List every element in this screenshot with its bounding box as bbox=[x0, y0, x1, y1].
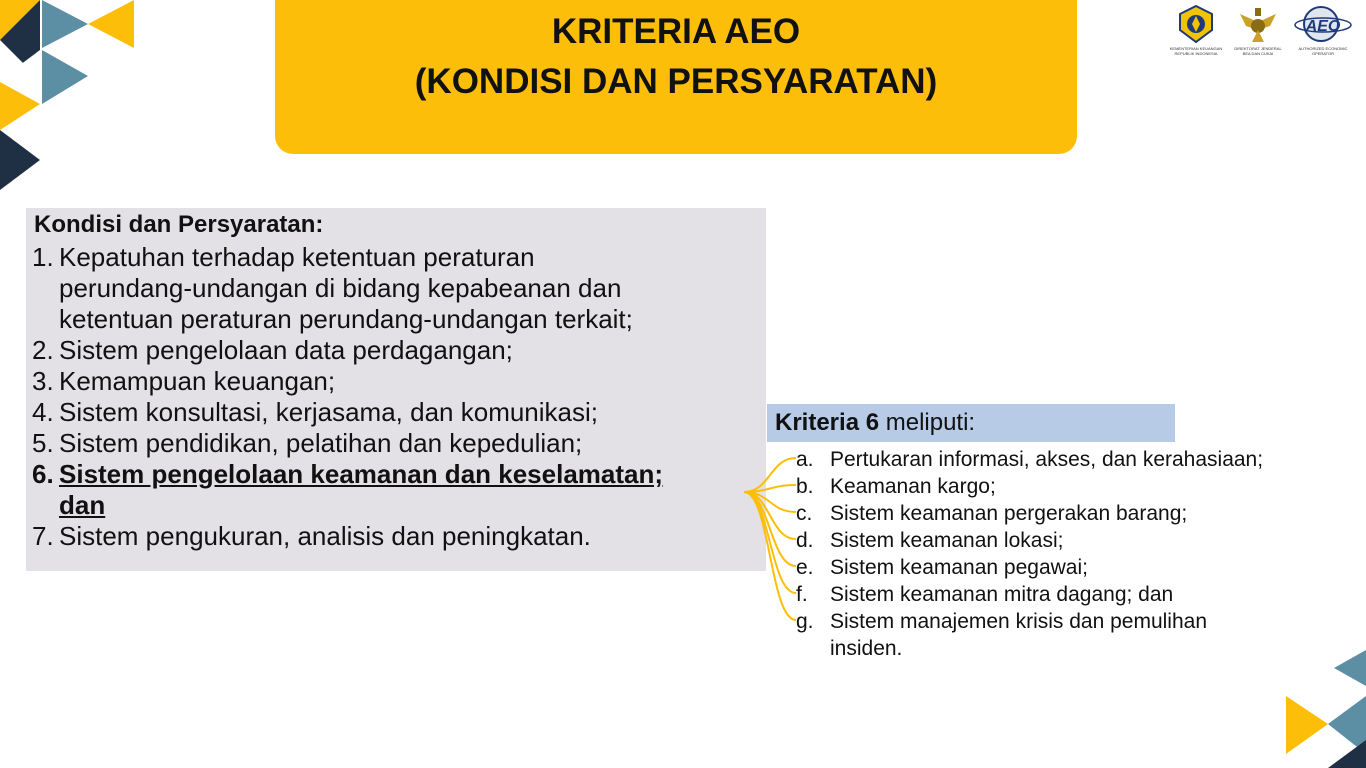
condition-text: ketentuan peraturan perundang-undangan terkait; bbox=[59, 304, 633, 334]
kriteria-letter: f. bbox=[796, 583, 808, 606]
condition-number: 2. bbox=[32, 335, 54, 365]
aeo-logo-text: AEO bbox=[1305, 18, 1341, 35]
aeo-caption: AUTHORIZED ECONOMIC OPERATOR bbox=[1298, 46, 1348, 56]
condition-text: Sistem konsultasi, kerjasama, dan komunikasi; bbox=[59, 397, 599, 427]
condition-number: 7. bbox=[32, 521, 54, 551]
kriteria-letter: d. bbox=[796, 529, 814, 552]
condition-text: Sistem pendidikan, pelatihan dan kepedulian; bbox=[59, 428, 583, 458]
condition-item-3 bbox=[32, 366, 762, 397]
condition-text: Sistem pengukuran, analisis dan peningkatan. bbox=[59, 521, 591, 551]
kriteria-text: Sistem keamanan mitra dagang; dan bbox=[830, 583, 1174, 606]
condition-item-1 bbox=[32, 242, 762, 335]
kriteria-text: Sistem manajemen krisis dan pemulihan bbox=[830, 610, 1208, 633]
condition-item-2 bbox=[32, 335, 762, 366]
kriteria-letter: g. bbox=[796, 610, 814, 633]
title-line-2: (KONDISI DAN PERSYARATAN) bbox=[414, 62, 938, 101]
condition-number: 1. bbox=[32, 242, 54, 272]
conditions-heading: Kondisi dan Persyaratan: bbox=[34, 211, 324, 238]
condition-text: dan bbox=[59, 490, 106, 520]
condition-text: Kepatuhan terhadap ketentuan peraturan bbox=[59, 242, 535, 272]
title-line-1: KRITERIA AEO bbox=[551, 12, 801, 51]
condition-text: Kemampuan keuangan; bbox=[59, 366, 336, 396]
kriteria-6-suffix: meliputi: bbox=[879, 409, 976, 436]
kriteria-item-d bbox=[796, 527, 1362, 554]
condition-text: perundang-undangan di bidang kepabeanan dan bbox=[59, 273, 622, 303]
kriteria-text: Sistem keamanan pegawai; bbox=[830, 556, 1088, 579]
condition-text: Sistem pengelolaan data perdagangan; bbox=[59, 335, 513, 365]
aeo-logo-icon bbox=[1293, 4, 1353, 44]
bea-cukai-caption: DIREKTORAT JENDERAL BEA DAN CUKAI bbox=[1234, 46, 1282, 56]
kemenkeu-logo bbox=[1168, 4, 1224, 68]
aeo-logo bbox=[1292, 4, 1354, 68]
kriteria-item-e bbox=[796, 554, 1362, 581]
bea-cukai-emblem-icon bbox=[1238, 4, 1278, 44]
condition-number: 3. bbox=[32, 366, 54, 396]
kriteria-letter: b. bbox=[796, 475, 814, 498]
condition-item-7 bbox=[32, 521, 762, 552]
kriteria-6-list bbox=[796, 446, 1362, 662]
conditions-panel bbox=[26, 208, 766, 571]
kriteria-letter: a. bbox=[796, 448, 814, 471]
kriteria-item-f bbox=[796, 581, 1362, 608]
bea-cukai-logo bbox=[1230, 4, 1286, 68]
kriteria-text: Keamanan kargo; bbox=[830, 475, 996, 498]
title-banner bbox=[275, 0, 1077, 154]
kriteria-item-c bbox=[796, 500, 1362, 527]
condition-text: Sistem pengelolaan keamanan dan keselamatan; bbox=[59, 459, 664, 489]
condition-number: 5. bbox=[32, 428, 54, 458]
kemenkeu-emblem-icon bbox=[1176, 4, 1216, 44]
condition-number: 4. bbox=[32, 397, 54, 427]
condition-number: 6. bbox=[32, 459, 54, 489]
kriteria-letter: c. bbox=[796, 502, 813, 525]
kriteria-text: Sistem keamanan lokasi; bbox=[830, 529, 1064, 552]
corner-triangles-decoration-bottom bbox=[1284, 650, 1366, 768]
kriteria-letter: e. bbox=[796, 556, 814, 579]
kriteria-item-a bbox=[796, 446, 1362, 473]
condition-item-4 bbox=[32, 397, 762, 428]
conditions-list bbox=[32, 242, 762, 552]
kriteria-item-b bbox=[796, 473, 1362, 500]
condition-item-6 bbox=[32, 459, 762, 521]
corner-triangles-decoration bbox=[0, 0, 140, 195]
kemenkeu-caption: KEMENTERIAN KEUANGAN REPUBLIK INDONESIA bbox=[1169, 46, 1223, 56]
kriteria-text: Sistem keamanan pergerakan barang; bbox=[830, 502, 1188, 525]
connector-lines bbox=[740, 444, 800, 644]
kriteria-text: Pertukaran informasi, akses, dan kerahasiaan; bbox=[830, 448, 1264, 471]
kriteria-6-header bbox=[767, 404, 1175, 442]
kriteria-6-label: Kriteria 6 bbox=[775, 409, 880, 436]
logo-group bbox=[1168, 4, 1358, 68]
kriteria-item-g bbox=[796, 608, 1362, 662]
kriteria-text: insiden. bbox=[830, 637, 903, 660]
condition-item-5 bbox=[32, 428, 762, 459]
